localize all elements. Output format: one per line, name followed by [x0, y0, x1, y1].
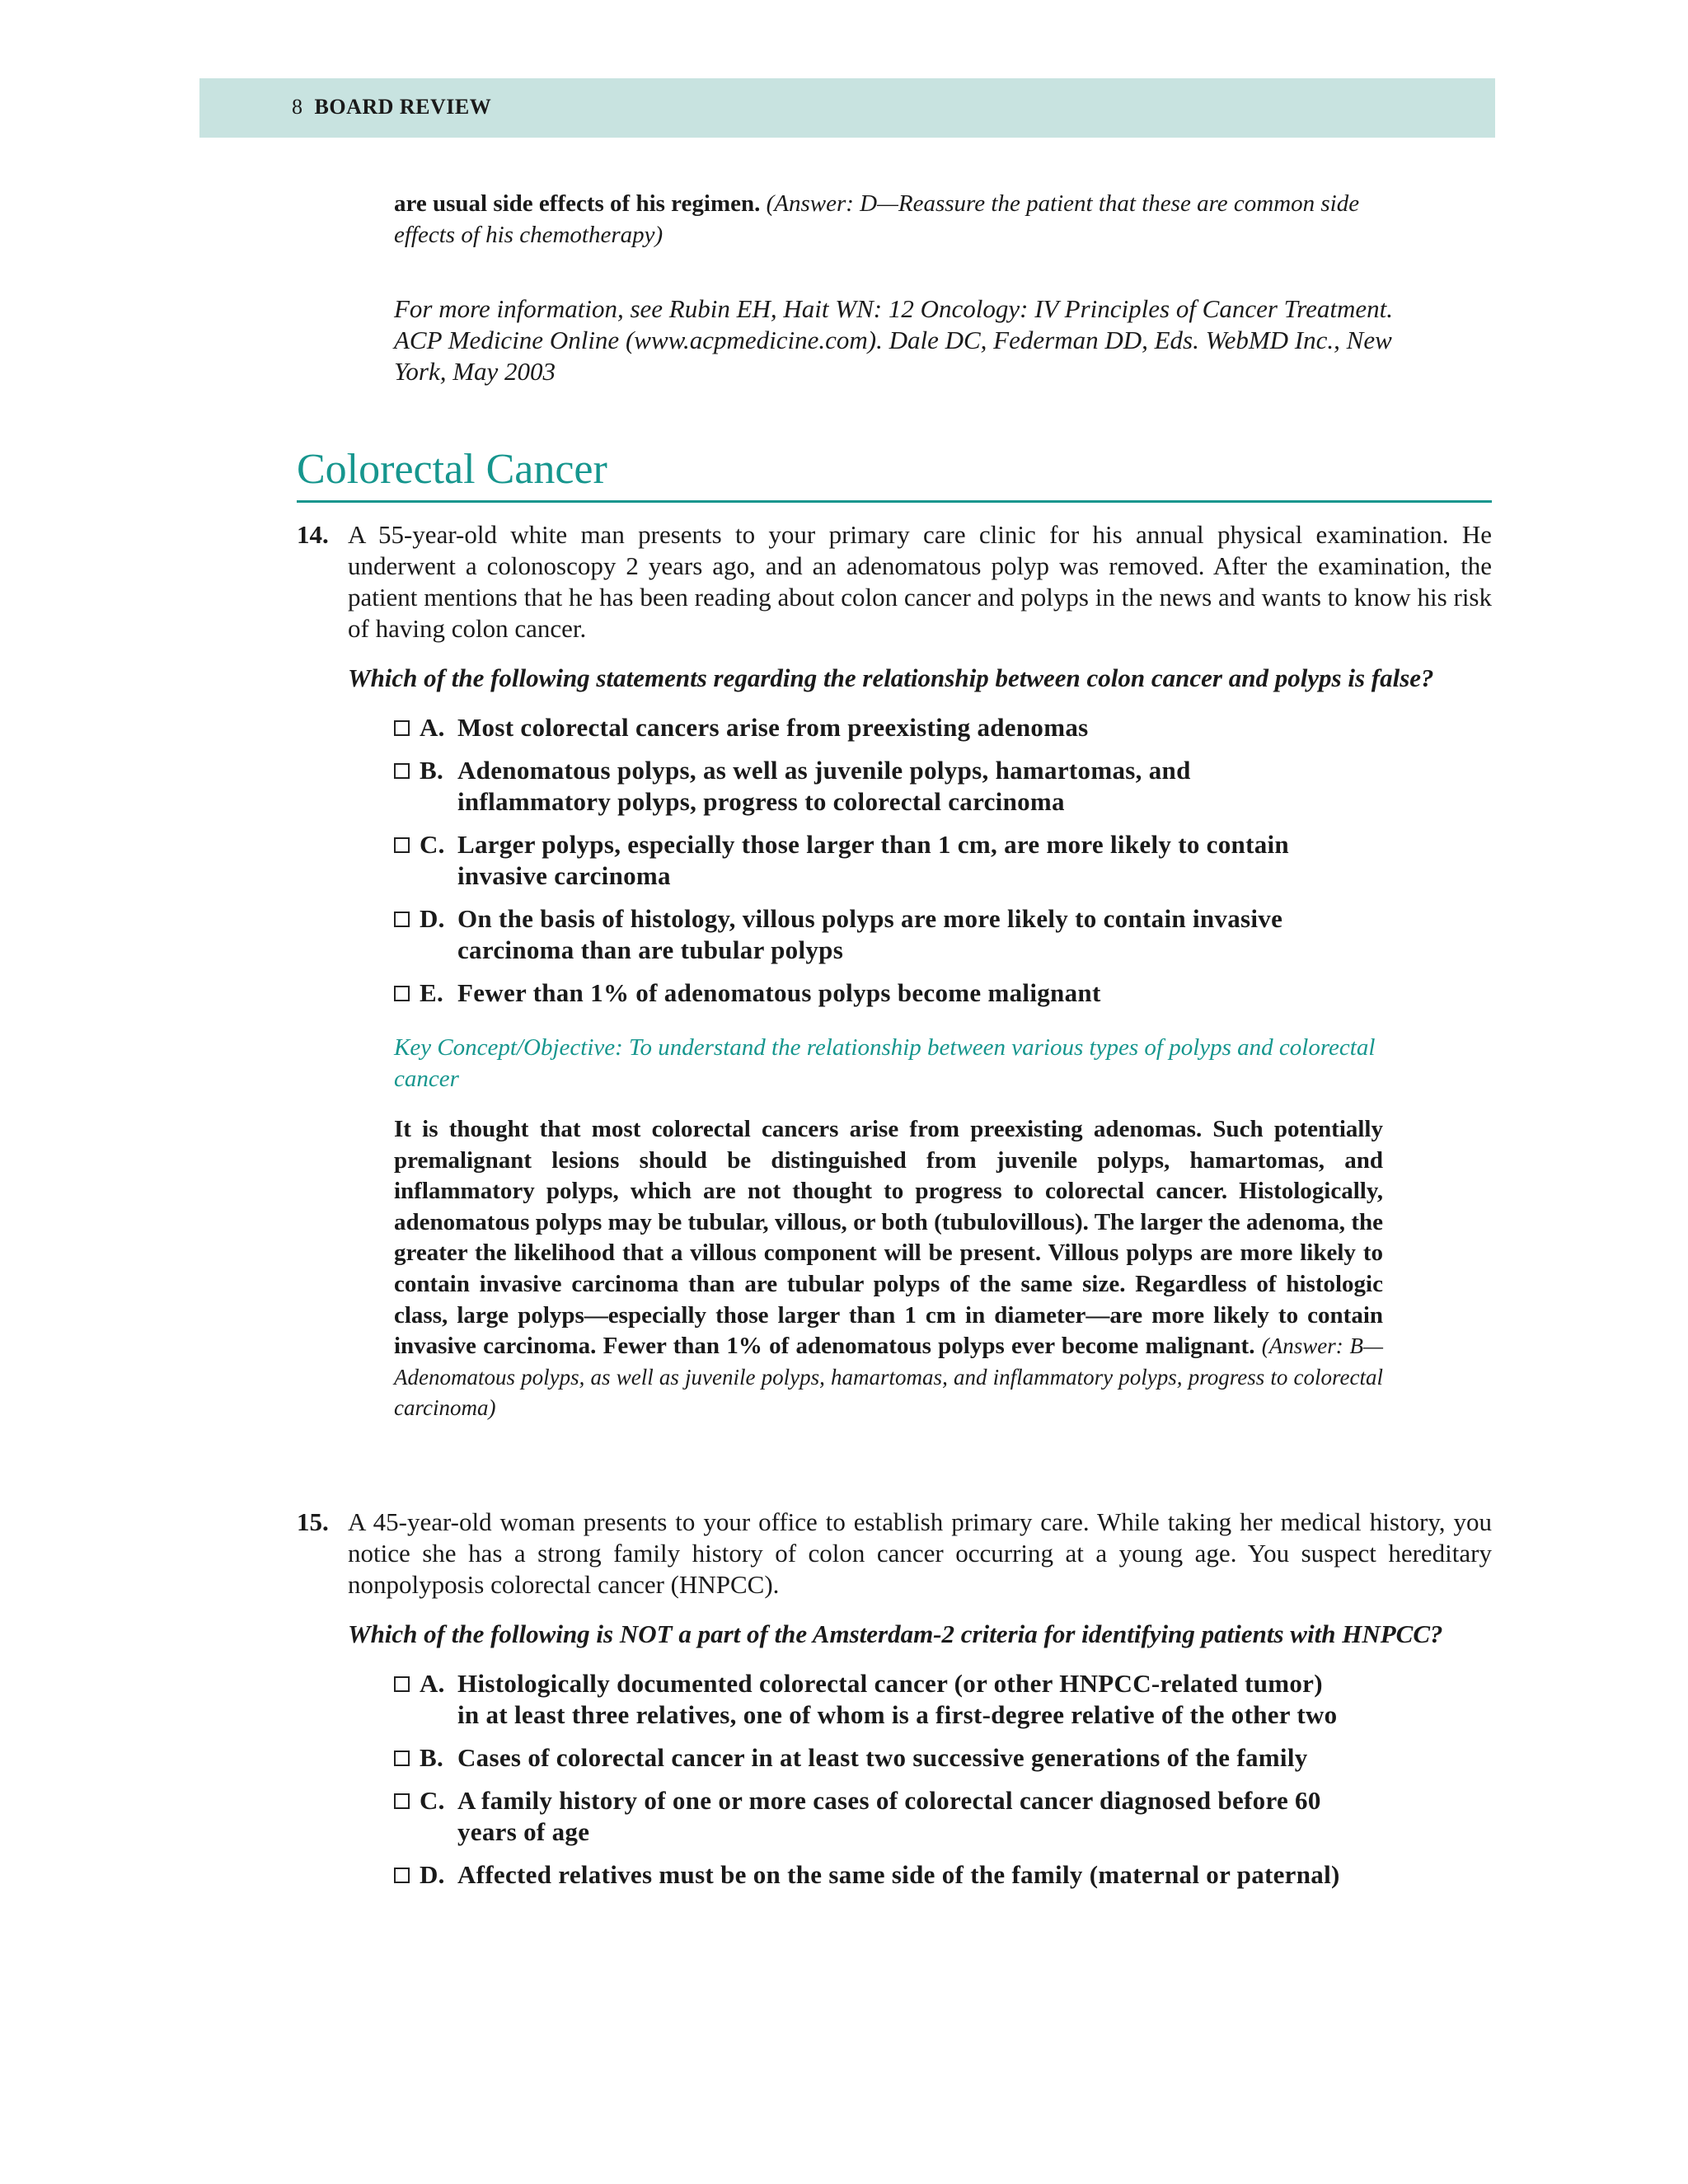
- option-a[interactable]: [394, 1668, 1350, 1731]
- option-b[interactable]: [394, 755, 1350, 818]
- checkbox-icon[interactable]: [394, 1750, 410, 1766]
- section-rule: [297, 500, 1492, 503]
- answer-text: (Answer: B—Adenomatous polyps, as well as juvenile polyps, hamartomas, and inflammatory polyps, progress to colorectal carcinoma): [394, 1333, 1384, 1421]
- explanation: [394, 1114, 1383, 1424]
- checkbox-icon[interactable]: [394, 720, 410, 736]
- option-text: Cases of colorectal cancer in at least two successive generations of the family: [457, 1743, 1308, 1772]
- carryover-paragraph: [394, 188, 1416, 251]
- carryover-answer: (Answer: D—Reassure the patient that these are common side effects of his chemotherapy): [394, 190, 1360, 248]
- checkbox-icon[interactable]: [394, 1868, 410, 1883]
- question-stem: A 45-year-old woman presents to your office to establish primary care. While taking her medical history, you notice she has a strong family history of colon cancer occurring at a young age. You suspect hereditary nonpolyposis colorectal cancer (HNPCC).: [348, 1507, 1492, 1599]
- answer-options: [394, 712, 1350, 1009]
- option-text: Affected relatives must be on the same side of the family (maternal or paternal): [457, 1860, 1340, 1889]
- option-b[interactable]: [394, 1742, 1350, 1774]
- answer-options: [394, 1668, 1350, 1891]
- carryover-bold-text: are usual side effects of his regimen.: [394, 190, 761, 217]
- question-number: 15.: [297, 1507, 329, 1536]
- option-text: Histologically documented colorectal cancer (or other HNPCC-related tumor) in at least three relatives, one of whom is a first-degree relative of the other two: [457, 1669, 1338, 1729]
- option-c[interactable]: [394, 1785, 1350, 1848]
- option-text: On the basis of histology, villous polyps are more likely to contain invasive carcinoma than are tubular polyps: [457, 904, 1283, 964]
- header-text: [292, 95, 491, 120]
- option-letter: B.: [420, 756, 444, 785]
- option-letter: C.: [420, 830, 445, 859]
- option-letter: A.: [420, 1669, 445, 1698]
- running-title: BOARD REVIEW: [314, 95, 492, 119]
- option-text: Adenomatous polyps, as well as juvenile polyps, hamartomas, and inflammatory polyps, progress to colorectal carcinoma: [457, 756, 1191, 816]
- explanation-text: It is thought that most colorectal cancers arise from preexisting adenomas. Such potentially premalignant lesions should be distinguished from juvenile polyps, hamartomas, and inflammatory polyps, which are not thought to progress to colorectal cancer. Histologically, adenomatous polyps may be tubular, villous, or both (tubulovillous). The larger the adenoma, the greater the likelihood that a villous component will be present. Villous polyps are more likely to contain invasive carcinoma than are tubular polyps of the same size. Regardless of histologic class, large polyps—especially those larger than 1 cm in diameter—are more likely to contain invasive carcinoma. Fewer than 1% of adenomatous polyps ever become malignant.: [394, 1116, 1383, 1360]
- option-letter: E.: [420, 978, 444, 1007]
- checkbox-icon[interactable]: [394, 1793, 410, 1809]
- checkbox-icon[interactable]: [394, 912, 410, 927]
- option-letter: C.: [420, 1786, 445, 1815]
- option-e[interactable]: [394, 977, 1350, 1009]
- running-header: [199, 78, 1495, 138]
- question-prompt: Which of the following statements regarding the relationship between colon cancer and polyps is false?: [348, 663, 1434, 692]
- checkbox-icon[interactable]: [394, 837, 410, 853]
- option-text: A family history of one or more cases of colorectal cancer diagnosed before 60 years of age: [457, 1786, 1321, 1846]
- option-a[interactable]: [394, 712, 1350, 743]
- option-letter: D.: [420, 904, 445, 933]
- section-title: Colorectal Cancer: [297, 446, 607, 493]
- key-concept: Key Concept/Objective: To understand the relationship between various types of polyps and colorectal cancer: [394, 1034, 1376, 1092]
- question-15: [297, 1507, 1492, 1902]
- option-d[interactable]: [394, 1859, 1350, 1891]
- checkbox-icon[interactable]: [394, 986, 410, 1001]
- checkbox-icon[interactable]: [394, 1676, 410, 1692]
- option-letter: B.: [420, 1743, 444, 1772]
- checkbox-icon[interactable]: [394, 763, 410, 779]
- option-letter: D.: [420, 1860, 445, 1889]
- option-text: Most colorectal cancers arise from preexisting adenomas: [457, 713, 1089, 742]
- question-14: [297, 519, 1492, 1424]
- question-number: 14.: [297, 520, 329, 549]
- question-prompt: Which of the following is NOT a part of the Amsterdam-2 criteria for identifying patients with HNPCC?: [348, 1619, 1443, 1648]
- question-stem: A 55-year-old white man presents to your primary care clinic for his annual physical examination. He underwent a colonoscopy 2 years ago, and an adenomatous polyp was removed. After the examination, the patient mentions that he has been reading about colon cancer and polyps in the news and wants to know his risk of having colon cancer.: [348, 520, 1492, 643]
- option-c[interactable]: [394, 829, 1350, 892]
- option-text: Fewer than 1% of adenomatous polyps become malignant: [457, 978, 1101, 1007]
- reference-note: For more information, see Rubin EH, Hait WN: 12 Oncology: IV Principles of Cancer Treatment. ACP Medicine Online (www.acpmedicine.com). Dale DC, Federman DD, Eds. WebMD Inc., New York, May 2003: [394, 294, 1394, 386]
- option-text: Larger polyps, especially those larger than 1 cm, are more likely to contain invasive carcinoma: [457, 830, 1289, 890]
- page-number: 8: [292, 95, 303, 119]
- option-letter: A.: [420, 713, 445, 742]
- option-d[interactable]: [394, 903, 1350, 966]
